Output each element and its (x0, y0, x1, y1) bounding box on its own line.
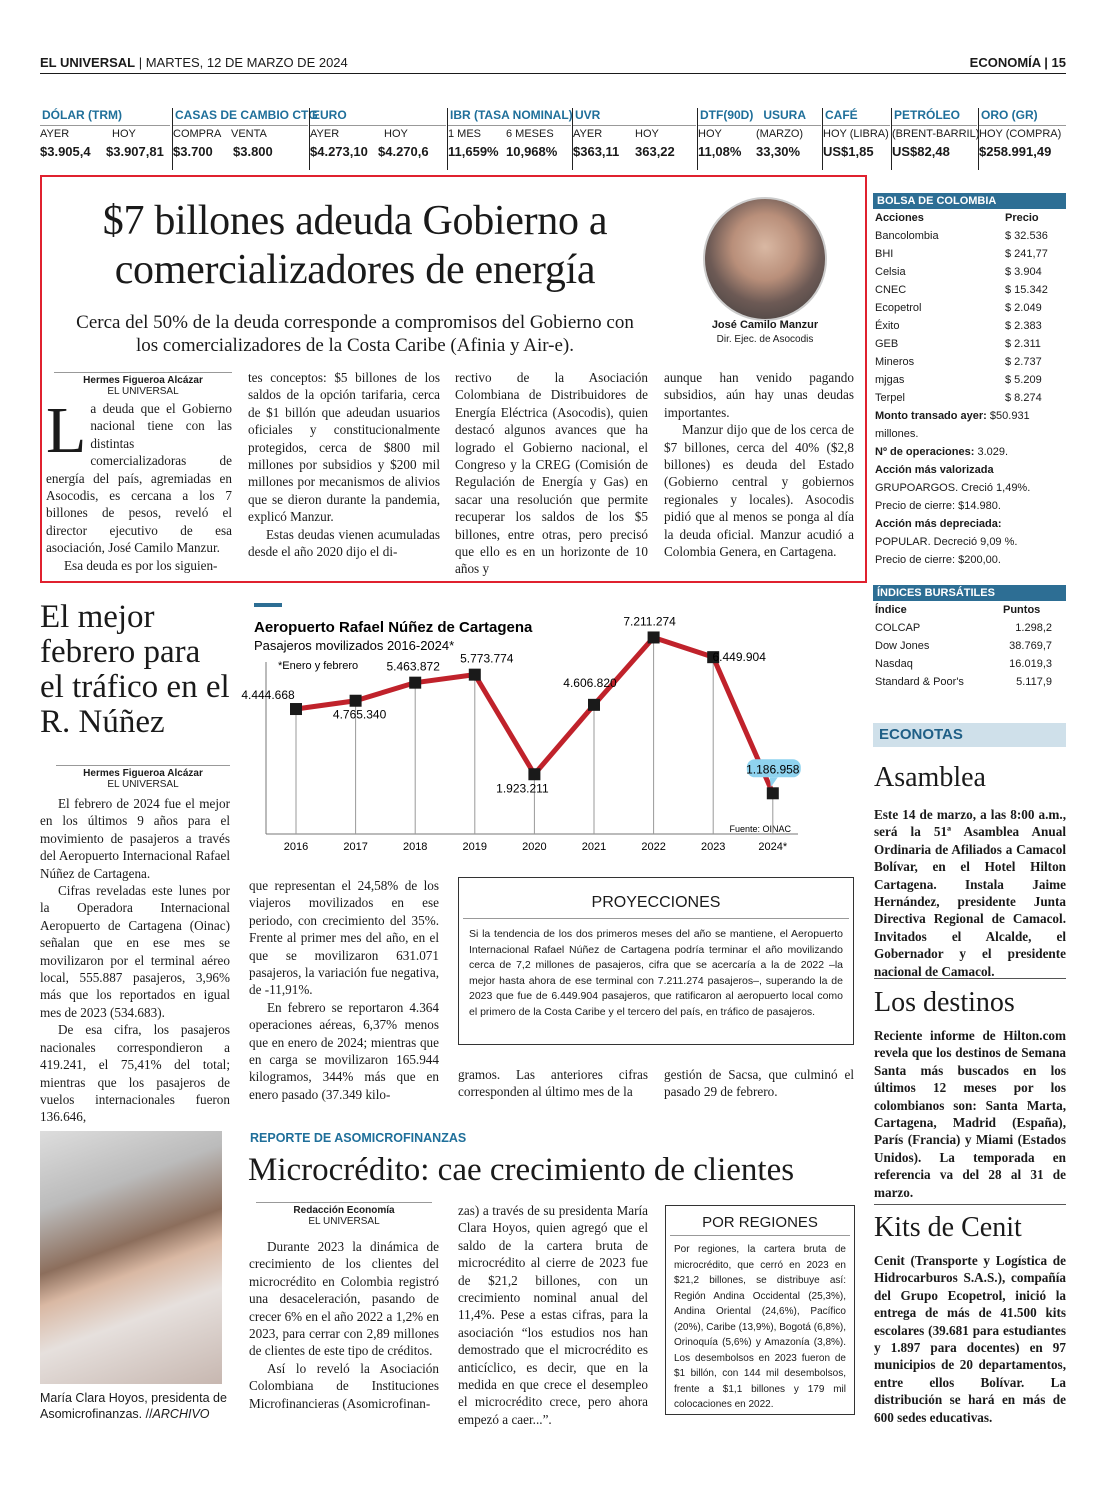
row-value: 5.117,9 (1016, 676, 1052, 688)
author: Hermes Figueroa Alcázar (83, 375, 203, 386)
market-sub: HOY (698, 128, 722, 140)
bolsa-value: Precio de cierre: $14.980. (875, 500, 1001, 512)
market-value: 363,22 (635, 144, 675, 159)
row-value: $ 15.342 (1005, 284, 1048, 296)
row-value: $ 3.904 (1005, 266, 1042, 278)
table-row (873, 263, 1066, 281)
market-sub: AYER (310, 128, 340, 140)
data-label: 4.444.668 (241, 688, 295, 703)
row-value: 1.298,2 (1015, 622, 1052, 634)
section-label: ECONOMÍA | 15 (969, 55, 1066, 70)
paragraph: En febrero se reportaron 4.364 operaciones aéreas, 6,37% menos que en enero de 2024; mientras que en carga se movilizaron 165.944 kilogramos, 344% más que en enero pasado (37.349 kilo- (249, 999, 439, 1102)
paragraph: Manzur dijo que de los cerca de $7 billones, cerca del 40% ($2,8 billones) es deuda del Estado (Gobierno central y gobiernos regionales y locales). Asocodis pidió que al menos se ponga al día la deuda oficial. Manzur acudió a Colombia Genera, en Cartagena. (664, 422, 854, 560)
table-row (873, 619, 1066, 637)
x-tick-label: 2018 (402, 841, 428, 853)
author: Redacción Economía (293, 1205, 395, 1216)
row-label: Ecopetrol (875, 302, 922, 314)
x-tick-label: 2022 (641, 841, 666, 853)
paper-name: EL UNIVERSAL (40, 55, 136, 70)
col-header: Acciones (875, 212, 924, 224)
market-title: PETRÓLEO (892, 108, 977, 126)
row-value: 16.019,3 (1009, 658, 1052, 670)
col-header: Precio (1005, 212, 1039, 224)
table-row (873, 299, 1066, 317)
data-label: 6.449.904 (712, 650, 766, 665)
passengers-chart (241, 600, 810, 858)
data-point (290, 703, 302, 715)
market-title: EURO (310, 108, 446, 126)
market-value: $3.905,4 (40, 144, 91, 159)
passengers-chart-svg (241, 600, 810, 858)
data-label: 7.211.274 (623, 614, 676, 629)
paragraph: Cifras reveladas este lunes por la Operadora Internacional Aeropuerto de Cartagena (Oinac) señalan que en ese mes se movilizaron por el terminal aéreo local, 555.887 pasajeros, 3,96% más que los reportados en igual mes de 2023 (534.683). (40, 883, 230, 1020)
lead-headline: $7 billones adeuda Gobierno a comercializadores de energía (102, 198, 608, 293)
econota-2 (874, 987, 1066, 1201)
data-label: 5.773.774 (460, 651, 514, 666)
chart-title: Aeropuerto Rafael Núñez de Cartagena (254, 619, 533, 636)
econotas-title: ECONOTAS (873, 723, 1066, 747)
market-value: $3.800 (233, 144, 273, 159)
market-sub: (BRENT-BARRIL) (892, 128, 980, 140)
paragraph: El febrero de 2024 fue el mejor en los últimos 9 años para el movimiento de pasajeros a través del Aeropuerto Internacional Rafael Núñez de Cartagena. (40, 796, 230, 881)
market-value: 11,08% (698, 144, 742, 159)
market-cell (172, 108, 318, 170)
data-label: 4.606.820 (563, 675, 617, 690)
table-row (873, 335, 1066, 353)
table-row (873, 317, 1066, 335)
market-title: CAFÉ (823, 108, 890, 126)
micro-byline (256, 1202, 432, 1227)
data-point (409, 677, 421, 689)
market-sub: HOY (635, 128, 659, 140)
market-sub: HOY (LIBRA) (823, 128, 889, 140)
paragraph: Así lo reveló la Asociación Colombiana de Instituciones Microfinancieras (Asomicrofinan- (249, 1360, 439, 1411)
market-cell (40, 108, 170, 170)
x-tick-label: 2017 (343, 841, 368, 853)
market-value: US$1,85 (823, 144, 874, 159)
micro-col-1 (249, 1238, 439, 1412)
bolsa-label: Monto transado ayer: (875, 410, 987, 422)
market-sub: VENTA (231, 128, 267, 140)
paragraph: aunque han venido pagando subsidios, aún hay unas deudas importantes. (664, 370, 854, 420)
author: Hermes Figueroa Alcázar (83, 768, 203, 779)
chart-note: *Enero y febrero (278, 660, 359, 672)
highlight-pointer (770, 777, 778, 787)
row-value: $ 32.536 (1005, 230, 1048, 242)
market-title: UVR (573, 108, 696, 126)
market-value: $363,11 (573, 144, 620, 159)
hoyos-photo (40, 1131, 222, 1384)
paragraph: que representan el 24,58% de los viajeros movilizados en ese periodo, con crecimiento del 35%. Frente al primer mes del año, en el que se movilizaron 631.071 pasajeros, la variación fue negativa, de -11,91%. (249, 878, 439, 998)
outlet: EL UNIVERSAL (308, 1216, 380, 1227)
caption-text: María Clara Hoyos, presidenta de Asomicrofinanzas. // (40, 1391, 227, 1421)
market-value: $4.270,6 (378, 144, 429, 159)
lead-col-2 (248, 369, 440, 560)
paragraph: rectivo de la Asociación Colombiana de Distribuidores de Energía Eléctrica (Asocodis), quien destacó algunos avances que ha logrado el Gobierno nacional, el Congreso y la CREG (Comisión de Regulación de Energía y Gas) en sacar una resolución que permite recuperar los saldos de los $5 billones, entre otras, pero precisó que ello es en un horizonte de 10 años y (455, 370, 648, 577)
market-value: $3.700 (173, 144, 213, 159)
row-label: BHI (875, 248, 894, 260)
micro-kicker: REPORTE DE ASOMICROFINANZAS (250, 1131, 467, 1145)
market-sub: HOY (112, 128, 136, 140)
photo-name: José Camilo Manzur (711, 319, 819, 331)
photo-role: Dir. Ejec. de Asocodis (716, 334, 814, 345)
airport-headline: El mejor febrero para el tráfico en el R. Núñez (40, 599, 230, 740)
micro-headline: Microcrédito: cae crecimiento de clientes (248, 1152, 795, 1188)
photo-caption (40, 1390, 230, 1422)
airport-col-1 (40, 795, 230, 1126)
page-header (40, 52, 1066, 74)
table-row (873, 227, 1066, 245)
market-title: DTF(90D) USURA (698, 108, 821, 126)
bolsa-value: 3.029. (974, 446, 1009, 458)
paragraph: gestión de Sacsa, que culminó el pasado 29 de febrero. (664, 1067, 854, 1100)
dropcap: L (46, 394, 87, 467)
market-value: 11,659% (448, 144, 499, 159)
regions-text: Por regiones, la cartera bruta de microcrédito, que cerró en 2023 en $21,2 billones, se distribuye así: Región Andina Occidental (25,3%), Andina Oriental (24,6%), Pacífico (20%), Caribe (13,9%), Bogotá (6,8%), Orinoquía (5,6%) y Amazonía (3,8%). Los desembolsos en 2023 fueron de $1 billón, con 144 mil desembolsos, frente a $1,1 billones y 179 mil colocaciones en 2022. (674, 1244, 846, 1410)
row-label: Éxito (875, 320, 900, 332)
divider (874, 978, 1066, 979)
row-value: 38.769,7 (1009, 640, 1052, 652)
manzur-photo (703, 197, 827, 321)
regions-title: POR REGIONES (670, 1206, 850, 1236)
market-title: DÓLAR (TRM) (40, 108, 170, 126)
market-sub: HOY (COMPRA) (979, 128, 1062, 140)
table-row (873, 245, 1066, 263)
row-label: COLCAP (875, 622, 921, 634)
paragraph: a deuda que el Gobierno nacional tiene con las distintas comercializadoras de energía del país, agremiadas en Asocodis, es cercana a los 7 billones de pesos, reveló el director ejecutivo de esa asociación, José Camilo Manzur. (46, 401, 232, 556)
bolsa-label: Acción más valorizada (875, 464, 994, 476)
data-point (648, 631, 660, 643)
row-label: Standard & Poor's (875, 676, 964, 688)
row-label: Bancolombia (875, 230, 939, 242)
market-sub: 1 MES (448, 128, 482, 140)
data-label: 1.186.958 (746, 762, 800, 777)
market-cell (447, 108, 571, 170)
market-cell (978, 108, 1066, 170)
econota-text: Este 14 de marzo, a las 8:00 a.m., será la 51ª Asamblea Anual Ordinaria de Afiliados a Camacol Bolívar, en el Hotel Hilton Cartagena. Instala Jaime Hernández, presidente Junta Directiva Regional de Camacol. Invitados el Alcalde, el Gobernador y el presidente nacional de Camacol. (874, 807, 1066, 979)
projections-box (458, 877, 854, 1045)
row-value: $ 8.274 (1005, 392, 1042, 404)
market-sub: HOY (384, 128, 408, 140)
market-value: 33,30% (756, 144, 801, 159)
market-cell (697, 108, 821, 170)
issue-date: | MARTES, 12 DE MARZO DE 2024 (138, 55, 348, 70)
table-row (873, 389, 1066, 407)
divider (874, 1204, 1066, 1205)
x-tick-label: 2023 (700, 841, 726, 853)
bolsa-table (873, 209, 1066, 407)
row-value: $ 2.383 (1005, 320, 1042, 332)
market-cell (822, 108, 890, 170)
data-point (350, 695, 362, 707)
market-sub: AYER (40, 128, 70, 140)
table-row (873, 353, 1066, 371)
data-point (528, 768, 540, 780)
market-title: ORO (GR) (979, 108, 1066, 126)
bolsa-value: GRUPOARGOS. Creció 1,49%. (875, 482, 1031, 494)
projections-title: PROYECCIONES (463, 878, 849, 919)
bolsa-value: POPULAR. Decreció 9,09 %. (875, 536, 1018, 548)
econota-text: Cenit (Transporte y Logística de Hidrocarburos S.A.S.), compañía del Grupo Ecopetrol, inició la entrega de más de 41.500 kits escolares (39.681 para estudiantes y 1.897 para docentes) en 97 municipios de 20 departamentos, entre ellos Bolívar. La distribución se hará en más de 600 sedes educativas. (874, 1253, 1066, 1425)
market-cell (572, 108, 696, 170)
paragraph: tes conceptos: $5 billones de los saldos de la opción tarifaria, cerca de $1 billón que adeudan usuarios oficiales y constitucionalmente protegidos, cerca de $800 mil millones por subsidios y $200 mil millones por mecanismos de alivios que se dieron durante la pandemia, explicó Manzur. (248, 370, 440, 525)
micro-col-2 (458, 1202, 648, 1428)
indices-table (873, 601, 1066, 691)
outlet: EL UNIVERSAL (107, 386, 179, 397)
market-sub: (MARZO) (756, 128, 804, 140)
row-value: $ 2.049 (1005, 302, 1042, 314)
econota-text: Reciente informe de Hilton.com revela que los destinos de Semana Santa más buscados en los últimos 12 meses por los colombianos son: Santa Marta, Cartagena, Madrid (España), París (Francia) y Miami (Estados Unidos). La temporada en referencia va del 28 al 31 de marzo. (874, 1028, 1066, 1200)
econota-1 (874, 762, 1066, 980)
lead-col-1 (46, 394, 232, 574)
market-title: IBR (TASA NOMINAL) (448, 108, 571, 126)
row-label: Terpel (875, 392, 905, 404)
col-header: Índice (875, 604, 907, 616)
bolsa-label: Acción más depreciada: (875, 518, 1002, 530)
table-row (873, 281, 1066, 299)
row-value: $ 241,77 (1005, 248, 1048, 260)
market-cell (891, 108, 980, 170)
bolsa-label: Nº de operaciones: (875, 446, 975, 458)
col-header: Puntos (1003, 604, 1041, 616)
x-tick-label: 2024* (758, 841, 788, 853)
bolsa-value: Precio de cierre: $200,00. (875, 554, 1001, 566)
bolsa-value: $50.931 millones. (875, 410, 1030, 440)
regions-box (665, 1205, 855, 1415)
row-label: CNEC (875, 284, 907, 296)
airport-col-2 (249, 877, 439, 1103)
market-sub: AYER (573, 128, 603, 140)
market-value: US$82,48 (892, 144, 950, 159)
airport-col-3 (458, 1066, 648, 1101)
airport-col-4 (664, 1066, 854, 1101)
market-sub: COMPRA (173, 128, 222, 140)
table-row (873, 655, 1066, 673)
market-value: $258.991,49 (979, 144, 1052, 159)
market-value: $3.907,81 (106, 144, 164, 159)
row-label: Mineros (875, 356, 915, 368)
airport-byline (56, 765, 230, 790)
econota-3 (874, 1212, 1066, 1426)
econota-headline: Asamblea (874, 762, 986, 793)
paragraph: De esa cifra, los pasajeros nacionales correspondieron a 419.241, el 75,41% del total; mientras que los pasajeros de vuelos internacionales fueron 136.646, (40, 1022, 230, 1125)
data-label: 4.765.340 (332, 707, 387, 722)
bolsa-title: BOLSA DE COLOMBIA (873, 193, 1066, 209)
market-indicators (40, 108, 1066, 170)
x-tick-label: 2021 (581, 841, 607, 853)
table-row (873, 637, 1066, 655)
row-value: $ 5.209 (1005, 374, 1042, 386)
market-value: 10,968% (506, 144, 558, 159)
bolsa-box (873, 193, 1066, 569)
outlet: EL UNIVERSAL (107, 779, 179, 790)
lead-col-3 (455, 369, 648, 578)
econota-headline: Los destinos (874, 987, 1015, 1018)
table-row (873, 673, 1066, 691)
data-point (469, 669, 481, 681)
market-value: $4.273,10 (310, 144, 368, 159)
row-label: Nasdaq (875, 658, 913, 670)
row-value: $ 2.311 (1005, 338, 1041, 350)
masthead (40, 55, 348, 70)
paragraph: zas) a través de su presidenta María Clara Hoyos, quien agregó que el saldo de la cartera bruta de microcrédito al cierre de 2023 fue de $21,2 billones, con un crecimiento nominal anual del 11,4%. Pese a estas cifras, para la asociación “los estudios nos han demostrado que el microcrédito es anticíclico, es decir, que en la medida en que crece el desempleo el microcrédito crece, pero ahora empezó a caer...”. (458, 1203, 648, 1427)
indices-box (873, 585, 1066, 691)
chart-accent-bar (254, 603, 282, 607)
x-tick-label: 2019 (462, 841, 488, 853)
market-sub: 6 MESES (506, 128, 554, 140)
market-title: CASAS DE CAMBIO CTG (173, 108, 308, 126)
table-row (873, 371, 1066, 389)
chart-source: Fuente: OINAC (729, 824, 791, 834)
row-label: mjgas (875, 374, 905, 386)
data-label: 1.923.211 (496, 781, 549, 796)
caption-credit: ARCHIVO (152, 1407, 210, 1421)
paragraph: Estas deudas vienen acumuladas desde el año 2020 dijo el di- (248, 526, 440, 560)
chart-subtitle: Pasajeros movilizados 2016-2024* (254, 638, 455, 653)
row-label: Celsia (875, 266, 906, 278)
x-tick-label: 2016 (283, 841, 309, 853)
data-point (588, 699, 600, 711)
data-label: 5.463.872 (386, 659, 440, 674)
market-cell (309, 108, 446, 170)
paragraph: Esa deuda es por los siguien- (64, 557, 218, 573)
paragraph: gramos. Las anteriores cifras corresponden al último mes de la (458, 1067, 648, 1100)
row-value: $ 2.737 (1005, 356, 1042, 368)
indices-title: ÍNDICES BURSÁTILES (873, 585, 1066, 601)
row-label: GEB (875, 338, 899, 350)
x-tick-label: 2020 (522, 841, 547, 853)
projections-text: Si la tendencia de los dos primeros meses del año se mantiene, el Aeropuerto Internacional Rafael Núñez de Cartagena podría terminar el año movilizando cerca de 7,2 millones de pasajeros, cifra que se acercaría a la de 2022 –la mejor hasta ahora de ese terminal con 7.211.274 pasajeros–, superando la de 2023 que fue de 6.449.904 pasajeros, que ratificaron al aeropuerto local como el primero de la Costa Caribe y el tercero del país, en tráfico de pasajeros. (469, 928, 843, 1018)
paragraph: Durante 2023 la dinámica de crecimiento de los clientes del microcrédito en Colombia registró una desaceleración, pasando de crecer 6% en el año 2022 a 1,2% en 2023, para cerrar con 2,89 millones de clientes de este tipo de créditos. (249, 1239, 439, 1359)
lead-col-4 (664, 369, 854, 560)
row-label: Dow Jones (875, 640, 930, 652)
lead-dek: Cerca del 50% de la deuda corresponde a compromisos del Gobierno con los comercializadores de la Costa Caribe (Afinia y Air-e). (76, 312, 634, 356)
data-point (767, 787, 779, 799)
econota-headline: Kits de Cenit (874, 1212, 1022, 1243)
